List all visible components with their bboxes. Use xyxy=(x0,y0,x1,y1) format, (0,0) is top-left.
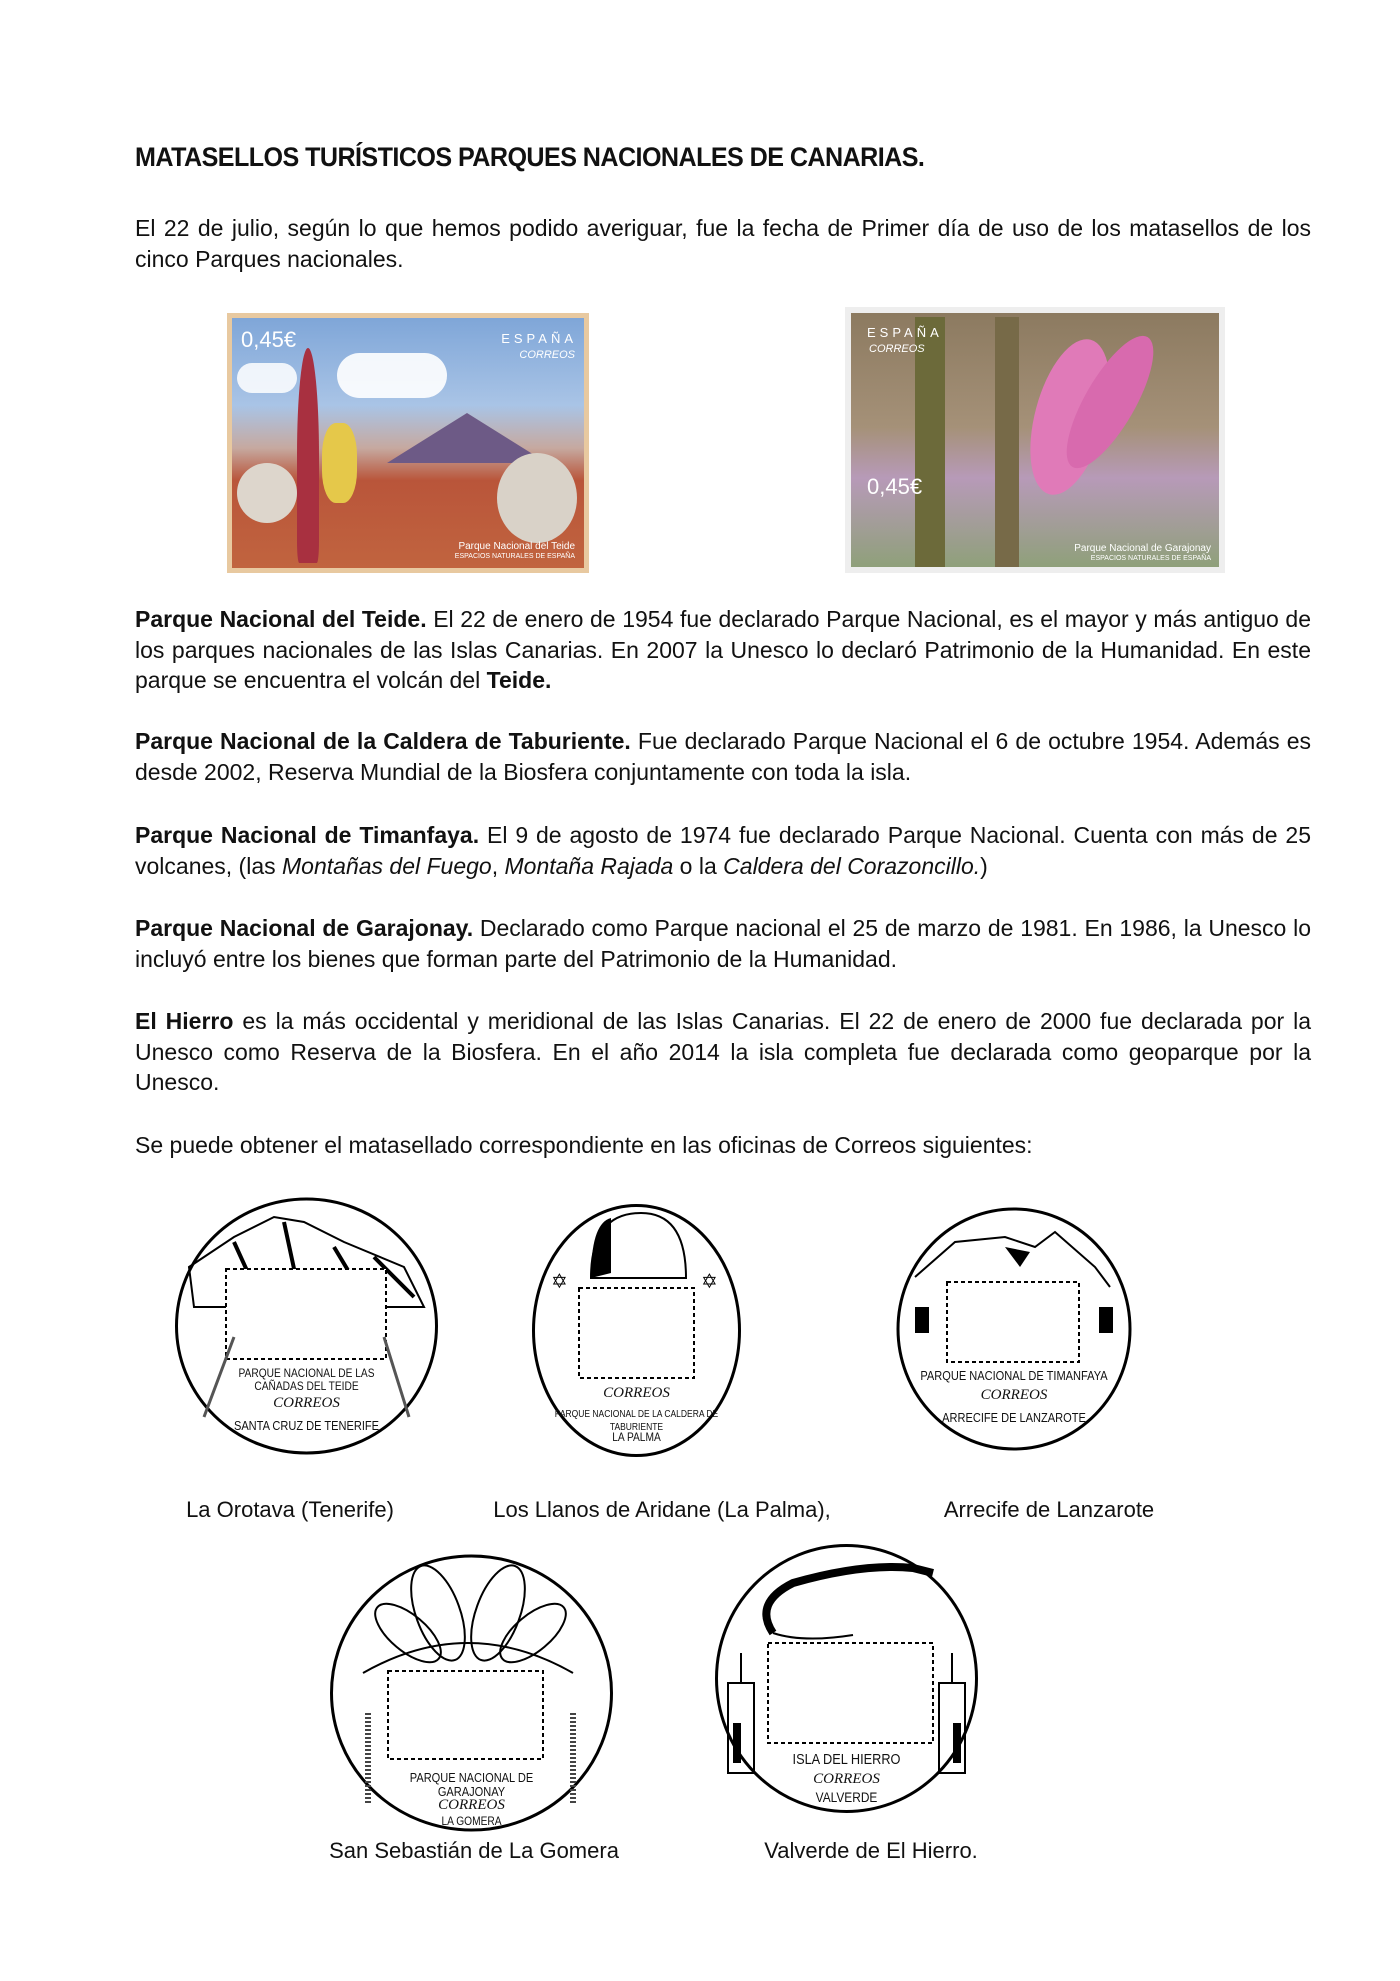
text: El 22 de enero de 1954 fue declarado Parque Nacional, es el mayor y más antiguo de los parques nacionales de las Islas Canarias. En 2007 la Unesco lo declaró Patrimonio de la Humanidad. En este parque se encuentra el volcán del xyxy=(135,606,1312,693)
paragraph-timanfaya xyxy=(135,820,1311,881)
page-title: MATASELLOS TURÍSTICOS PARQUES NACIONALES DE CANARIAS. xyxy=(135,142,925,172)
cancellation-el-hierro xyxy=(713,1543,980,1814)
heading: Parque Nacional de la Caldera de Taburiente. xyxy=(135,728,631,754)
stamp-garajonay xyxy=(845,307,1225,573)
heading: Parque Nacional del Teide. xyxy=(135,606,427,632)
cancel-text: PARQUE NACIONAL DE LA CALDERA DE TABURIENTE xyxy=(554,1409,719,1433)
text: es la más occidental y meridional de las Islas Canarias. El 22 de enero de 2000 fue declarada por la Unesco como Reserva de la Biosfera. En el año 2014 la isla completa fue declarada como geoparque por la Unesco. xyxy=(135,1008,1312,1095)
cancellation-taburiente xyxy=(531,1203,742,1458)
stamp-country: ESPAÑA xyxy=(501,331,577,346)
italic-text: Montañas del Fuego xyxy=(282,852,492,879)
cancel-text: PARQUE NACIONAL DE xyxy=(409,1770,534,1785)
stamp-value: 0,45€ xyxy=(867,474,923,499)
paragraph-teide xyxy=(135,604,1311,696)
correos-logo: CORREOS xyxy=(438,1797,505,1813)
text: Declarado como Parque nacional el 25 de marzo de 1981. En 1986, la Unesco lo incluyó entre los bienes que forman parte del Patrimonio de la Humanidad. xyxy=(135,915,1312,972)
heading: Parque Nacional de Garajonay. xyxy=(135,915,474,941)
paragraph-taburiente xyxy=(135,726,1311,787)
tajinaste-flower-icon xyxy=(297,348,319,563)
text: o la xyxy=(673,852,724,879)
svg-text:✡: ✡ xyxy=(551,1271,568,1293)
cancel-place: LA GOMERA xyxy=(441,1814,502,1828)
teide-mountain-icon xyxy=(174,1197,439,1455)
office-label: Los Llanos de Aridane (La Palma), xyxy=(493,1497,831,1522)
office-label: San Sebastián de La Gomera xyxy=(329,1838,619,1863)
paragraph-el-hierro xyxy=(135,1006,1311,1098)
office-label: Arrecife de Lanzarote xyxy=(943,1497,1155,1522)
office-label: La Orotava (Tenerife) xyxy=(186,1497,394,1522)
cancel-text: ISLA DEL HIERRO xyxy=(792,1751,901,1768)
cancel-text: GARAJONAY xyxy=(437,1784,506,1799)
heading: El Hierro xyxy=(135,1008,234,1034)
stamp-value: 0,45€ xyxy=(241,327,297,352)
stamp-caption: Parque Nacional del Teide xyxy=(458,541,575,552)
correos-logo: CORREOS xyxy=(980,1387,1048,1403)
text: Fue declarado Parque Nacional el 6 de octubre 1954. Además es desde 2002, Reserva Mundial de la Biosfera conjuntamente con toda la isla. xyxy=(135,728,1311,785)
cancel-text: CAÑADAS DEL TEIDE xyxy=(254,1379,359,1393)
correos-logo: CORREOS xyxy=(603,1385,670,1401)
heading: Parque Nacional de Timanfaya. xyxy=(135,822,480,848)
stamp-subcaption: ESPACIOS NATURALES DE ESPAÑA xyxy=(1090,555,1211,562)
stamp-country: ESPAÑA xyxy=(867,325,943,340)
cancel-text: PARQUE NACIONAL DE LAS xyxy=(238,1366,375,1380)
correos-logo: CORREOS xyxy=(813,1771,880,1787)
text: , xyxy=(491,852,505,879)
text: El 9 de agosto de 1974 fue declarado Parque Nacional. Cuenta con más de 25 volcanes, (las xyxy=(135,822,1311,879)
cancel-place: VALVERDE xyxy=(815,1789,878,1805)
stamp-teide xyxy=(227,313,589,573)
stamp-subcaption: ESPACIOS NATURALES DE ESPAÑA xyxy=(454,553,575,560)
correos-logo: CORREOS xyxy=(273,1395,340,1411)
stamp-brand: CORREOS xyxy=(869,343,925,355)
cancel-place: LA PALMA xyxy=(612,1430,661,1444)
cancellation-garajonay xyxy=(328,1553,615,1833)
office-label: Valverde de El Hierro. xyxy=(764,1838,978,1863)
cancel-place: SANTA CRUZ DE TENERIFE xyxy=(233,1418,380,1433)
intro-paragraph: El 22 de julio, según lo que hemos podido averiguar, fue la fecha de Primer día de uso de los matasellos de los cinco Parques nacionales. xyxy=(135,215,1311,272)
italic-text: Caldera del Corazoncillo. xyxy=(723,852,981,879)
cancel-place: ARRECIFE DE LANZAROTE xyxy=(942,1410,1086,1425)
paragraph-garajonay xyxy=(135,913,1311,974)
stamp-caption: Parque Nacional de Garajonay xyxy=(1074,543,1211,554)
offices-intro: Se puede obtener el matasellado correspondiente en las oficinas de Correos siguientes: xyxy=(135,1132,1033,1158)
svg-text:✡: ✡ xyxy=(701,1271,718,1293)
cancellation-teide xyxy=(174,1197,439,1455)
emphasis: Teide. xyxy=(486,667,552,693)
stamp-brand: CORREOS xyxy=(519,349,575,361)
italic-text: Montaña Rajada xyxy=(504,852,674,879)
text: ) xyxy=(980,852,988,879)
cancel-text: PARQUE NACIONAL DE TIMANFAYA xyxy=(920,1368,1108,1383)
cancellation-timanfaya xyxy=(895,1207,1133,1451)
